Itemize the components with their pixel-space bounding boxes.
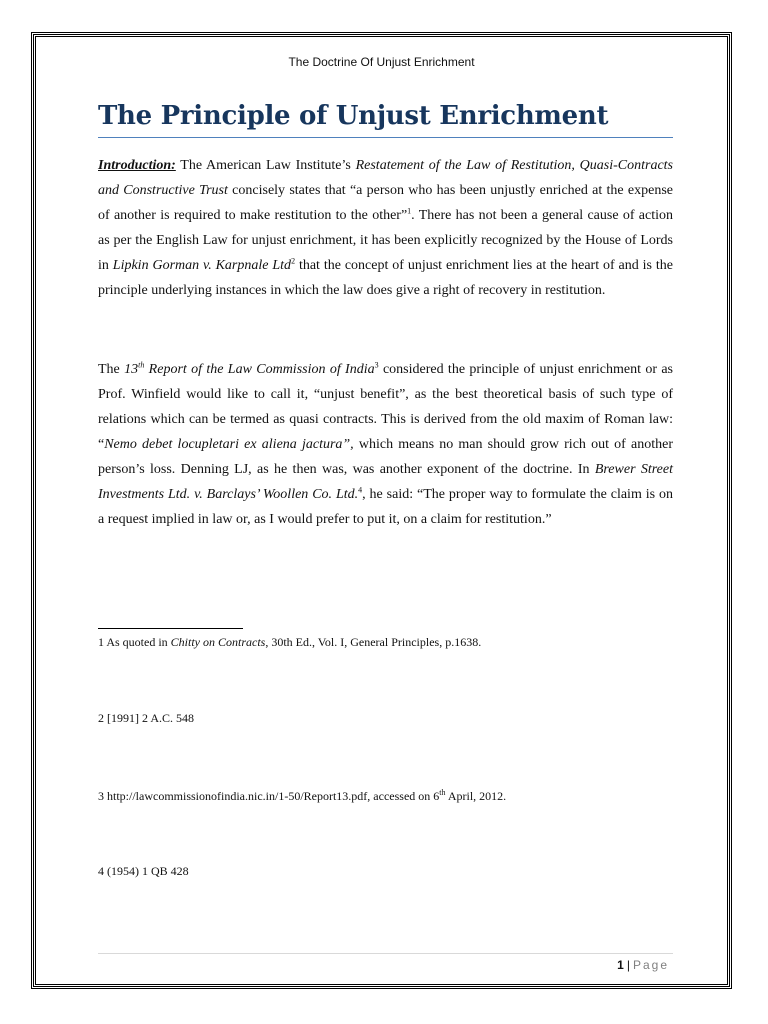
page-word: Page	[632, 958, 669, 972]
introduction-label: Introduction:	[98, 158, 176, 173]
footnote-3-ordinal: th	[439, 788, 446, 797]
footnote-2-text: 2 [1991] 2 A.C. 548	[98, 711, 194, 725]
p2-report-number: 13	[124, 362, 139, 377]
footnote-2	[98, 711, 673, 726]
footnote-1-text: 1 As quoted in	[98, 635, 171, 649]
p2-report-title: Report of the Law Commission of India	[144, 362, 375, 377]
p1-restatement-title: Restatement of the Law of Restitution, Quasi-Contracts and Constructive Trust	[98, 158, 674, 198]
p2-latin-maxim: Nemo debet locupletari ex aliena jactura”,	[104, 437, 354, 452]
footnote-separator	[98, 628, 243, 629]
footnote-ref-4: 4	[358, 485, 363, 495]
p1-text-3: . There has not been a general cause of action as per the English Law for unjust enrichment, it has been explicitly recognized by the House of Lords in	[98, 208, 673, 273]
p2-case-name: Brewer Street Investments Ltd. v. Barclays’ Woollen Co. Ltd.	[98, 462, 673, 502]
p2-text-1: The	[98, 362, 125, 377]
intro-paragraph	[98, 153, 673, 303]
footnote-ref-1: 1	[407, 206, 412, 216]
p2-ordinal-suffix-text: th	[138, 360, 145, 370]
law-commission-paragraph	[98, 357, 673, 532]
page-border	[31, 32, 732, 989]
page-number-separator: |	[626, 958, 630, 972]
p1-text-2: concisely states that “a person who has been unjustly enriched at the expense of another is required to make restitution to the other”	[98, 183, 673, 223]
p1-case-name: Lipkin Gorman v. Karpnale Ltd	[112, 258, 292, 273]
p2-ordinal-suffix	[138, 360, 144, 369]
p1-text-1: The American Law Institute’s	[175, 158, 356, 173]
footnote-ref-2: 2	[291, 256, 296, 266]
footnote-3	[98, 789, 673, 804]
p1-text-4: that the concept of unjust enrichment lies at the heart of and is the principle underlying instances in which the law does give a right of recovery in restitution.	[98, 258, 674, 298]
footer-rule	[98, 953, 673, 954]
page-title: The Principle of Unjust Enrichment	[98, 101, 673, 138]
p2-text-3: which means no man should grow rich out of another person’s loss. Denning LJ, as he then was, was another exponent of the doctrine. In	[98, 437, 673, 477]
footnote-3-text-2: April, 2012.	[445, 789, 507, 803]
footnote-3-text: 3 http://lawcommissionofindia.nic.in/1-50/Report13.pdf, accessed on 6	[98, 789, 440, 803]
footnote-ref-3: 3	[374, 360, 379, 370]
p2-text-4: , he said: “The proper way to formulate the claim is on a request implied in law or, as I would prefer to put it, on a claim for restitution.”	[98, 487, 673, 527]
footnote-1-text-2: , 30th Ed., Vol. I, General Principles, p.1638.	[265, 635, 482, 649]
running-header: The Doctrine Of Unjust Enrichment	[288, 55, 475, 69]
footnote-1	[98, 635, 673, 650]
footnote-4	[98, 864, 673, 879]
p2-text-2: considered the principle of unjust enrichment or as Prof. Winfield would like to call it, “unjust benefit”, as the best theoretical basis of such type of relations which can be termed as quasi contracts. This is derived from the old maxim of Roman law: “	[98, 362, 673, 452]
footnote-1-book: Chitty on Contracts	[170, 635, 266, 649]
page-number-value: 1	[617, 958, 624, 972]
page-number	[617, 958, 669, 972]
footnote-4-text: 4 (1954) 1 QB 428	[98, 864, 189, 878]
